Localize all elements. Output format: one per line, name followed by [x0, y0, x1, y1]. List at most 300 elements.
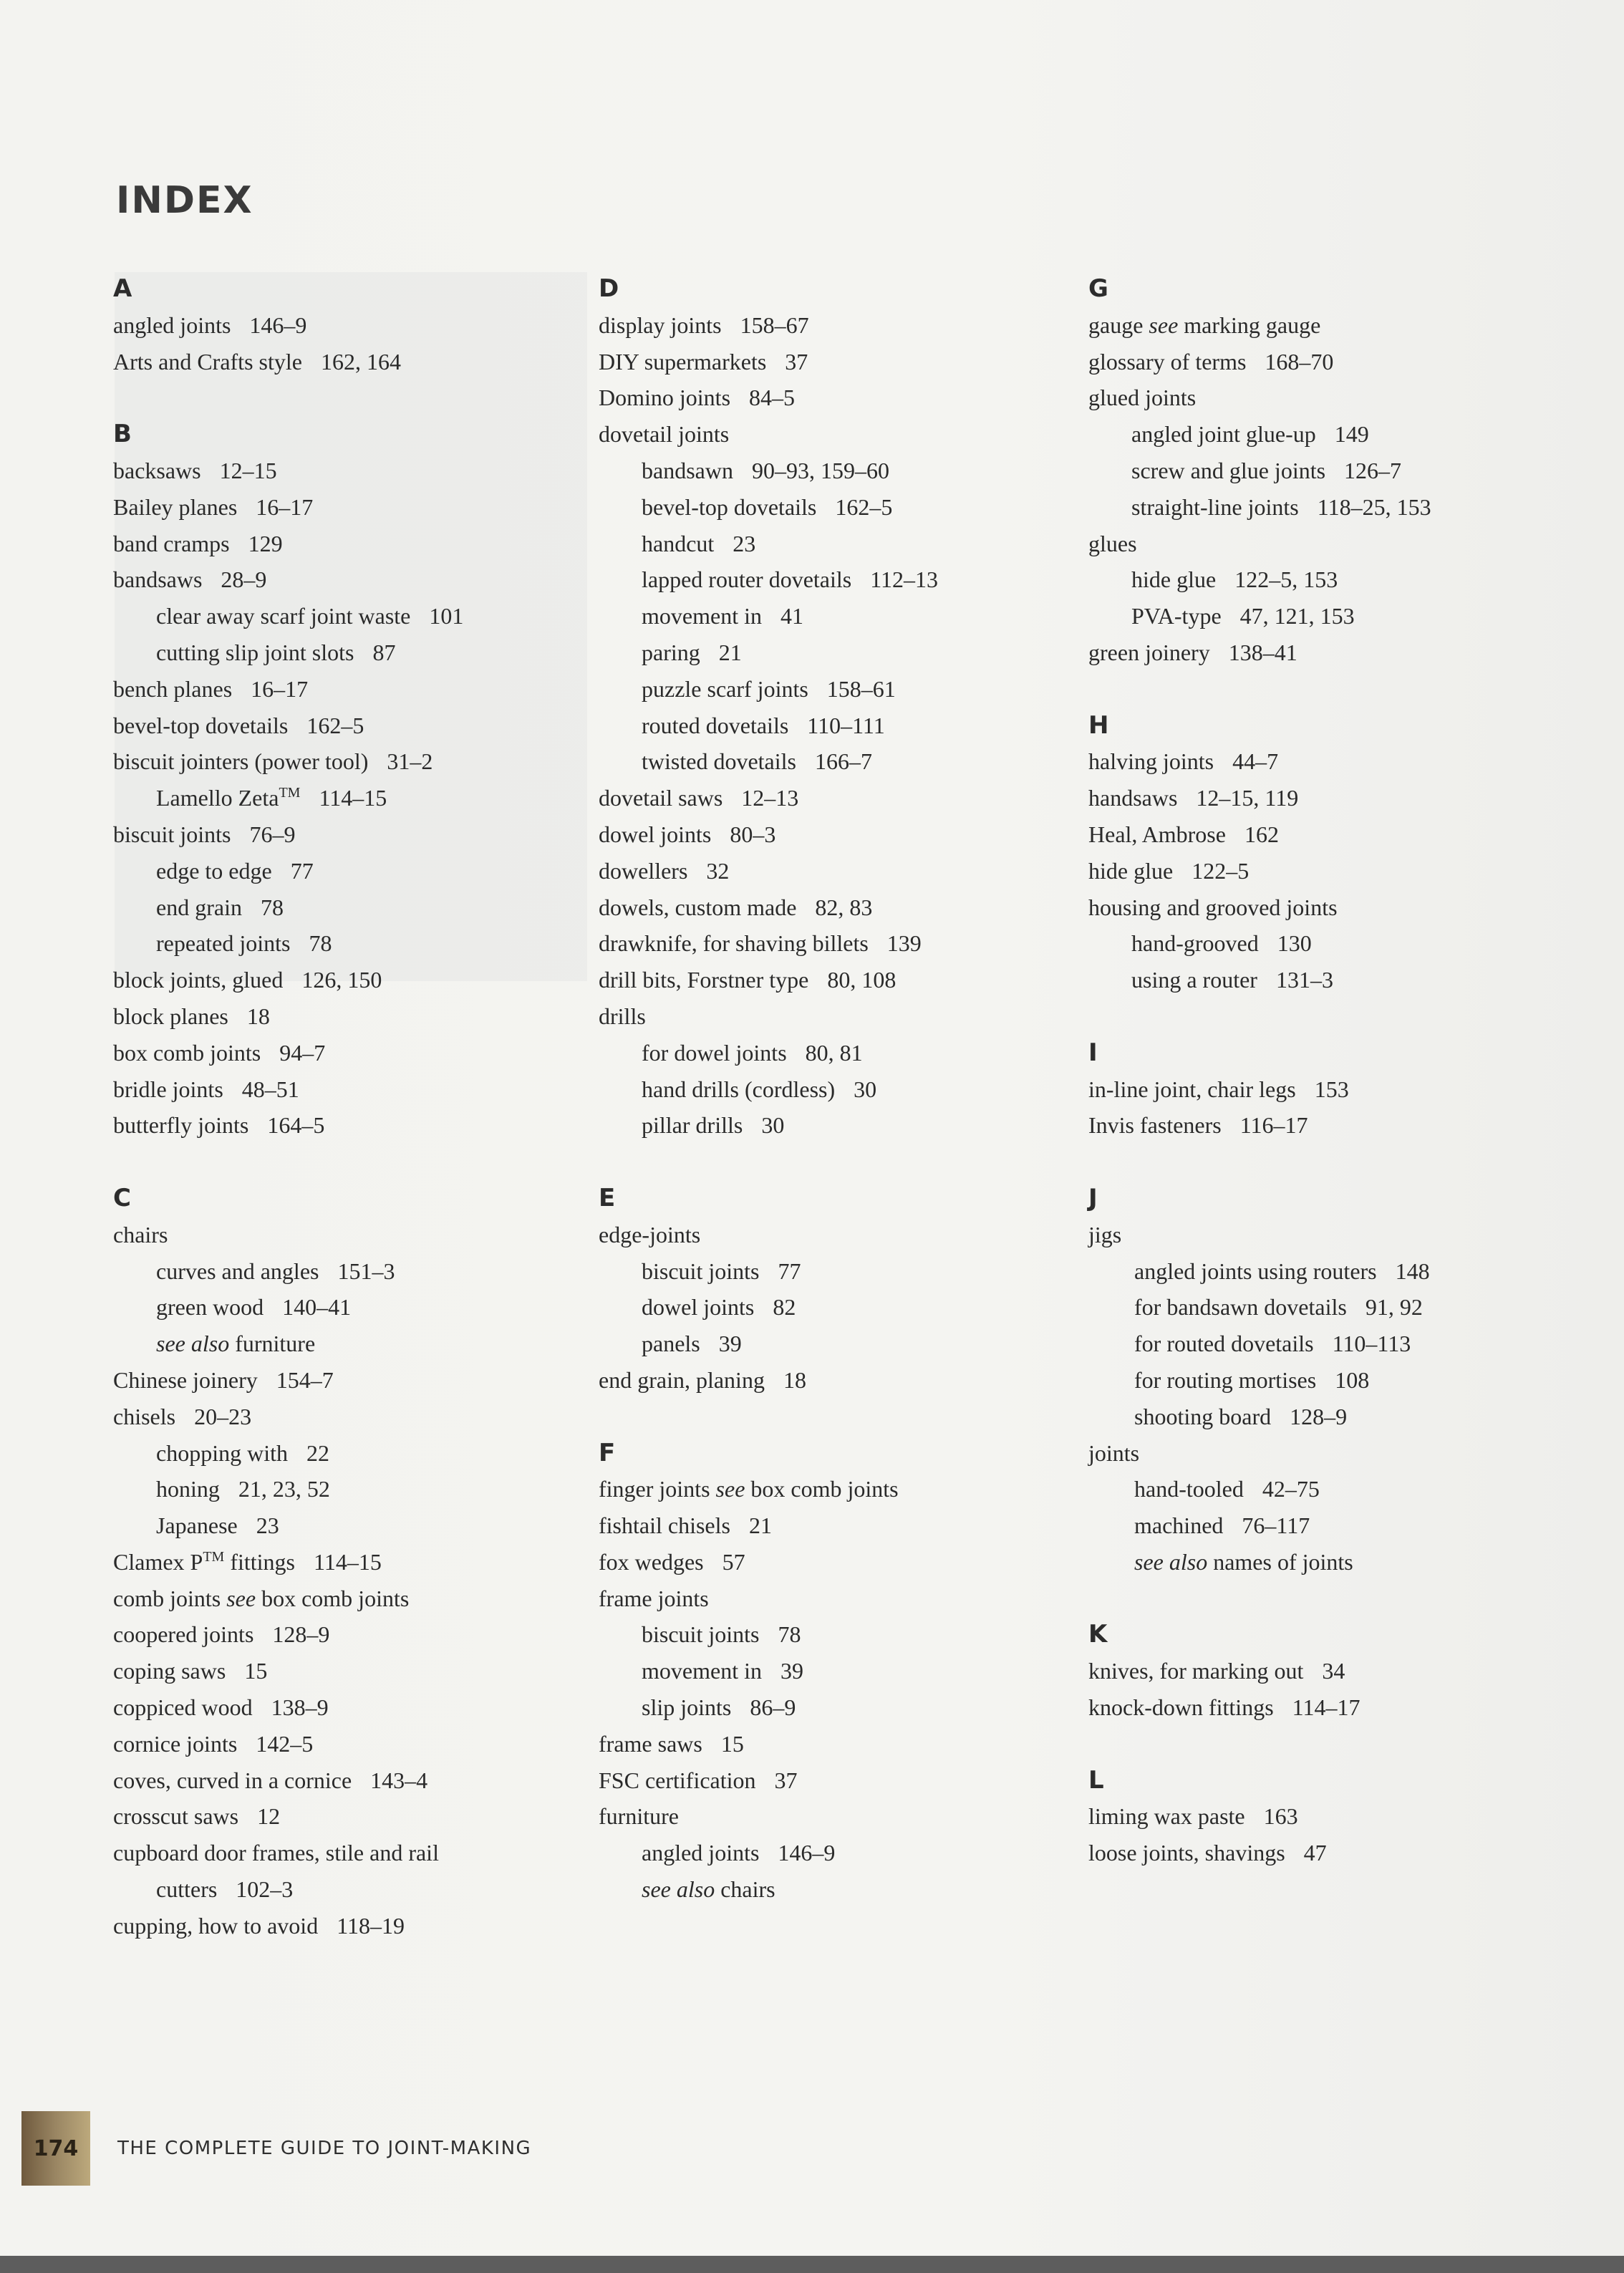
index-subentry: [113, 853, 463, 889]
index-subentry: [113, 780, 463, 816]
section-letter: E: [599, 1183, 616, 1212]
section-letter: F: [599, 1438, 616, 1467]
entry-term: routed dovetails: [642, 712, 789, 738]
entry-term: FSC certification: [599, 1767, 756, 1793]
page-reference: 16–17: [256, 493, 314, 520]
page-reference: 158–67: [740, 312, 809, 338]
page-reference: 78: [260, 894, 284, 920]
entry-term: biscuit joints: [642, 1258, 760, 1284]
index-entry: [113, 743, 463, 780]
page-reference: 128–9: [272, 1621, 330, 1648]
page-reference: 146–9: [249, 312, 307, 338]
entry-term: angled joints: [642, 1840, 760, 1866]
page-reference: 18: [246, 1003, 270, 1029]
page-reference: 12–13: [741, 785, 799, 811]
entry-term: backsaws: [113, 457, 201, 483]
entry-term: cupboard door frames, stile and rail: [113, 1840, 439, 1866]
entry-term: slip joints: [642, 1694, 732, 1721]
entry-term-cont: box comb joints: [750, 1476, 899, 1502]
index-subentry: [1088, 561, 1431, 598]
entry-term: frame joints: [599, 1585, 709, 1611]
entry-term: Heal, Ambrose: [1088, 821, 1226, 847]
entry-term: Domino joints: [599, 385, 731, 411]
index-entry: [1088, 344, 1431, 380]
trademark-mark: TM: [203, 1548, 225, 1565]
entry-term: drawknife, for shaving billets: [599, 930, 869, 957]
page-reference: 39: [718, 1331, 742, 1357]
page-reference: 146–9: [778, 1840, 836, 1866]
index-entry: [113, 1616, 463, 1653]
index-entry: [599, 1798, 938, 1835]
index-entry: [1088, 816, 1431, 853]
page-reference: 80–3: [730, 821, 776, 847]
page-reference: 168–70: [1265, 348, 1334, 375]
page-reference: 129: [248, 530, 283, 556]
page-reference: 86–9: [750, 1694, 796, 1721]
page-reference: 82: [773, 1294, 796, 1321]
index-entry: [113, 1908, 463, 1944]
index-entry: [113, 1071, 463, 1108]
index-entry: [599, 1544, 938, 1581]
index-entry: [599, 816, 938, 853]
index-entry: [599, 416, 938, 453]
index-subentry: [599, 526, 938, 562]
index-subentry: [113, 634, 463, 671]
page-reference: 82, 83: [815, 894, 873, 920]
page-reference: 142–5: [256, 1730, 314, 1757]
entry-term: loose joints, shavings: [1088, 1840, 1285, 1866]
see-label: see: [226, 1585, 256, 1611]
page-reference: 16–17: [251, 675, 309, 702]
index-subentry: [599, 453, 938, 489]
index-entry: [113, 1544, 463, 1581]
page-reference: 12–15: [219, 457, 277, 483]
entry-term: block planes: [113, 1003, 228, 1029]
see-also-label: see also: [1134, 1548, 1208, 1575]
index-entry: [599, 1362, 938, 1399]
entry-term: for routed dovetails: [1134, 1331, 1314, 1357]
entry-term: PVA-type: [1131, 603, 1222, 629]
entry-term: Chinese joinery: [113, 1366, 258, 1393]
index-subentry: [599, 1107, 938, 1144]
entry-term: chopping with: [156, 1439, 288, 1466]
index-subentry: [599, 489, 938, 526]
index-entry: [599, 1507, 938, 1544]
page-reference: 48–51: [241, 1076, 299, 1102]
index-subentry: [1088, 1471, 1431, 1507]
entry-term: hand-grooved: [1131, 930, 1259, 957]
entry-term: cutting slip joint slots: [156, 639, 354, 665]
index-entry: [113, 1762, 463, 1799]
page-reference: 151–3: [337, 1258, 395, 1284]
index-subentry: [113, 1435, 463, 1472]
page-reference: 166–7: [814, 748, 872, 775]
entry-term: block joints, glued: [113, 967, 284, 993]
entry-term: hand drills (cordless): [642, 1076, 836, 1102]
entry-term: green joinery: [1088, 639, 1210, 665]
index-subentry: [113, 889, 463, 926]
see-label: see: [715, 1476, 745, 1502]
entry-term: panels: [642, 1331, 700, 1357]
index-entry: [113, 1689, 463, 1726]
index-subentry: [113, 1326, 463, 1362]
see-label: see: [1149, 312, 1179, 338]
entry-term: dovetail saws: [599, 785, 723, 811]
page-reference: 28–9: [221, 566, 267, 593]
index-subentry: [599, 1653, 938, 1689]
index-section: [113, 271, 463, 380]
entry-term: machined: [1134, 1512, 1224, 1539]
entry-term: furniture: [235, 1331, 316, 1357]
entry-term: bandsawn: [642, 457, 733, 483]
index-subentry: [599, 598, 938, 634]
entry-term: bridle joints: [113, 1076, 223, 1102]
trademark-mark: TM: [279, 785, 301, 801]
page-reference: 128–9: [1290, 1403, 1348, 1429]
entry-term: glued joints: [1088, 385, 1197, 411]
page-reference: 76–117: [1242, 1512, 1310, 1539]
page-reference: 23: [733, 530, 756, 556]
index-entry: [1088, 1798, 1431, 1835]
page-reference: 47, 121, 153: [1239, 603, 1355, 629]
index-entry: [113, 671, 463, 708]
entry-term-cont: marking gauge: [1184, 312, 1321, 338]
entry-term: crosscut saws: [113, 1803, 239, 1830]
entry-term: for dowel joints: [642, 1039, 787, 1066]
page-reference: 18: [783, 1366, 806, 1393]
page-reference: 138–9: [271, 1694, 329, 1721]
entry-term: Lamello Zeta: [156, 785, 279, 811]
index-entry: [113, 526, 463, 562]
index-entry: [599, 1217, 938, 1253]
page-reference: 30: [761, 1112, 785, 1139]
page-reference: 12–15, 119: [1196, 785, 1299, 811]
index-section: [113, 1180, 463, 1944]
index-entry: [599, 1471, 938, 1507]
section-letter: J: [1088, 1183, 1098, 1212]
page-reference: 94–7: [279, 1039, 326, 1066]
page-reference: 153: [1314, 1076, 1349, 1102]
entry-term: Invis fasteners: [1088, 1112, 1222, 1139]
section-letter: A: [113, 274, 132, 303]
entry-term: chairs: [113, 1221, 168, 1248]
page-reference: 112–13: [870, 566, 939, 593]
entry-term: Japanese: [156, 1512, 238, 1539]
index-subentry: [1088, 1326, 1431, 1362]
index-subentry: [1088, 1289, 1431, 1326]
page-reference: 101: [429, 603, 464, 629]
index-section: [599, 1180, 938, 1399]
entry-term: screw and glue joints: [1131, 457, 1326, 483]
entry-term: jigs: [1088, 1221, 1122, 1248]
scan-edge: [0, 2256, 1624, 2273]
index-entry: [1088, 1653, 1431, 1689]
page-reference: 140–41: [282, 1294, 352, 1321]
index-subentry: [113, 1871, 463, 1908]
index-entry: [599, 380, 938, 416]
entry-term: hand-tooled: [1134, 1476, 1244, 1502]
page-reference: 80, 108: [827, 967, 896, 993]
index-entry: [1088, 1835, 1431, 1871]
index-column-2: [599, 271, 938, 1944]
index-subentry: [599, 671, 938, 708]
page-reference: 42–75: [1262, 1476, 1320, 1502]
entry-term: pillar drills: [642, 1112, 743, 1139]
index-entry: [1088, 307, 1431, 344]
page-reference: 77: [778, 1258, 801, 1284]
index-entry: [599, 1581, 938, 1617]
entry-term: angled joints using routers: [1134, 1258, 1377, 1284]
entry-term: angled joint glue-up: [1131, 421, 1316, 448]
page-reference: 80, 81: [805, 1039, 863, 1066]
entry-term: dowellers: [599, 857, 688, 884]
page-reference: 118–19: [337, 1912, 405, 1939]
entry-term: furniture: [599, 1803, 679, 1830]
index-entry: [1088, 1217, 1431, 1253]
index-entry: [599, 998, 938, 1035]
index-subentry: [599, 1871, 938, 1908]
entry-term: chairs: [720, 1876, 775, 1903]
index-entry: [1088, 526, 1431, 562]
entry-term: bevel-top dovetails: [642, 493, 817, 520]
page-reference: 162–5: [835, 493, 893, 520]
index-entry: [1088, 634, 1431, 671]
section-letter: D: [599, 274, 619, 303]
entry-term: angled joints: [113, 312, 231, 338]
page-reference: 164–5: [267, 1112, 325, 1139]
entry-term: movement in: [642, 1658, 762, 1684]
entry-term: gauge: [1088, 312, 1144, 338]
index-subentry: [599, 1071, 938, 1108]
entry-term: coopered joints: [113, 1621, 254, 1648]
page-reference: 126–7: [1344, 457, 1402, 483]
index-subentry: [1088, 489, 1431, 526]
index-section: [1088, 1762, 1431, 1871]
page-reference: 21: [718, 639, 742, 665]
index-entry: [599, 344, 938, 380]
entry-term: joints: [1088, 1439, 1140, 1466]
entry-term: biscuit joints: [642, 1621, 760, 1648]
index-entry: [113, 1581, 463, 1617]
page-reference: 110–111: [807, 712, 885, 738]
see-also-label: see also: [156, 1331, 230, 1357]
index-entry: [113, 1399, 463, 1435]
page-title: INDEX: [116, 179, 253, 222]
index-subentry: [599, 1326, 938, 1362]
entry-term-cont: fittings: [224, 1548, 295, 1575]
page-reference: 163: [1263, 1803, 1298, 1830]
entry-term: display joints: [599, 312, 722, 338]
entry-term: straight-line joints: [1131, 493, 1299, 520]
entry-term: in-line joint, chair legs: [1088, 1076, 1296, 1102]
index-entry: [113, 1362, 463, 1399]
index-section: [1088, 1616, 1431, 1725]
index-subentry: [1088, 1544, 1431, 1581]
index-subentry: [599, 1035, 938, 1071]
entry-term: drill bits, Forstner type: [599, 967, 809, 993]
page-reference: 87: [372, 639, 396, 665]
page-reference: 39: [780, 1658, 803, 1684]
index-section: [599, 1435, 938, 1908]
entry-term: halving joints: [1088, 748, 1214, 775]
index-entry: [1088, 889, 1431, 926]
entry-term: edge to edge: [156, 857, 272, 884]
page-reference: 114–15: [314, 1548, 382, 1575]
index-section: [599, 271, 938, 1144]
page-reference: 77: [290, 857, 314, 884]
index-subentry: [113, 1471, 463, 1507]
index-column-1: [113, 271, 463, 1980]
index-entry: [599, 1726, 938, 1762]
entry-term: coping saws: [113, 1658, 226, 1684]
index-subentry: [1088, 1253, 1431, 1290]
index-section: [113, 416, 463, 1144]
section-letter: B: [113, 420, 132, 449]
entry-term: paring: [642, 639, 700, 665]
index-subentry: [1088, 1507, 1431, 1544]
entry-term: clear away scarf joint waste: [156, 603, 411, 629]
entry-term: edge-joints: [599, 1221, 701, 1248]
page-reference: 32: [706, 857, 730, 884]
entry-term: Clamex P: [113, 1548, 203, 1575]
see-also-label: see also: [642, 1876, 715, 1903]
index-section: [1088, 708, 1431, 998]
index-subentry: [1088, 598, 1431, 634]
entry-term: Bailey planes: [113, 493, 238, 520]
index-section: [1088, 1180, 1431, 1581]
entry-term: lapped router dovetails: [642, 566, 852, 593]
page-reference: 21, 23, 52: [238, 1476, 330, 1502]
page-reference: 15: [720, 1730, 744, 1757]
entry-term: butterfly joints: [113, 1112, 249, 1139]
index-subentry: [599, 1289, 938, 1326]
index-subentry: [113, 1253, 463, 1290]
page-reference: 78: [778, 1621, 801, 1648]
section-letter: K: [1088, 1620, 1108, 1649]
entry-term: handcut: [642, 530, 715, 556]
page-reference: 47: [1303, 1840, 1327, 1866]
entry-term: repeated joints: [156, 930, 291, 957]
entry-term: liming wax paste: [1088, 1803, 1245, 1830]
index-entry: [113, 1035, 463, 1071]
index-subentry: [599, 743, 938, 780]
index-entry: [599, 925, 938, 962]
index-entry: [113, 816, 463, 853]
index-entry: [1088, 743, 1431, 780]
entry-term: glossary of terms: [1088, 348, 1247, 375]
index-subentry: [599, 634, 938, 671]
index-entry: [1088, 780, 1431, 816]
page-reference: 139: [886, 930, 922, 957]
index-entry: [113, 1835, 463, 1871]
index-section: [1088, 271, 1431, 671]
index-entry: [113, 708, 463, 744]
entry-term: knock-down fittings: [1088, 1694, 1274, 1721]
index-entry: [113, 561, 463, 598]
index-entry: [599, 889, 938, 926]
page-reference: 110–113: [1332, 1331, 1411, 1357]
entry-term: cutters: [156, 1876, 218, 1903]
page-reference: 20–23: [194, 1403, 252, 1429]
index-subentry: [113, 925, 463, 962]
entry-term: shooting board: [1134, 1403, 1272, 1429]
page-reference: 22: [306, 1439, 329, 1466]
entry-term: puzzle scarf joints: [642, 675, 808, 702]
page-footer: [21, 2111, 531, 2186]
index-entry: [1088, 853, 1431, 889]
index-entry: [113, 1653, 463, 1689]
section-letter: I: [1088, 1038, 1098, 1067]
index-section: [1088, 1035, 1431, 1144]
index-entry: [113, 1217, 463, 1253]
entry-term: coves, curved in a cornice: [113, 1767, 352, 1793]
page-reference: 41: [780, 603, 803, 629]
entry-term: housing and grooved joints: [1088, 894, 1338, 920]
entry-term: names of joints: [1213, 1548, 1353, 1575]
entry-term: chisels: [113, 1403, 176, 1429]
section-letter: H: [1088, 710, 1109, 740]
index-subentry: [599, 1616, 938, 1653]
entry-term: fox wedges: [599, 1548, 704, 1575]
section-letter: C: [113, 1183, 131, 1212]
index-entry: [113, 489, 463, 526]
entry-term: Arts and Crafts style: [113, 348, 302, 375]
index-subentry: [599, 1835, 938, 1871]
index-entry: [1088, 1071, 1431, 1108]
index-subentry: [599, 1253, 938, 1290]
page-number: 174: [33, 2136, 79, 2161]
page-reference: 31–2: [387, 748, 433, 775]
index-subentry: [599, 561, 938, 598]
page-reference: 78: [309, 930, 332, 957]
entry-term: green wood: [156, 1294, 264, 1321]
running-footer-title: THE COMPLETE GUIDE TO JOINT-MAKING: [117, 2138, 532, 2159]
entry-term: bandsaws: [113, 566, 203, 593]
entry-term: dovetail joints: [599, 421, 730, 448]
index-subentry: [1088, 453, 1431, 489]
page-reference: 91, 92: [1365, 1294, 1423, 1321]
index-entry: [599, 853, 938, 889]
entry-term: box comb joints: [113, 1039, 261, 1066]
entry-term: cupping, how to avoid: [113, 1912, 319, 1939]
page-reference: 162–5: [306, 712, 364, 738]
index-subentry: [1088, 962, 1431, 998]
page-reference: 23: [256, 1512, 279, 1539]
page-reference: 57: [722, 1548, 745, 1575]
entry-term: frame saws: [599, 1730, 702, 1757]
entry-term: twisted dovetails: [642, 748, 796, 775]
index-subentry: [113, 1289, 463, 1326]
page-reference: 34: [1322, 1658, 1345, 1684]
page-reference: 15: [244, 1658, 268, 1684]
page-reference: 118–25, 153: [1317, 493, 1431, 520]
page-reference: 131–3: [1275, 967, 1333, 993]
entry-term: DIY supermarkets: [599, 348, 767, 375]
page-reference: 162: [1244, 821, 1279, 847]
entry-term: for bandsawn dovetails: [1134, 1294, 1347, 1321]
page-reference: 126, 150: [301, 967, 382, 993]
index-entry: [113, 1798, 463, 1835]
entry-term: cornice joints: [113, 1730, 238, 1757]
entry-term: glues: [1088, 530, 1137, 556]
index-entry: [1088, 1107, 1431, 1144]
entry-term: bench planes: [113, 675, 233, 702]
page-reference: 122–5: [1192, 857, 1250, 884]
page-reference: 122–5, 153: [1234, 566, 1338, 593]
page-reference: 44–7: [1232, 748, 1279, 775]
index-entry: [599, 962, 938, 998]
entry-term: fishtail chisels: [599, 1512, 730, 1539]
